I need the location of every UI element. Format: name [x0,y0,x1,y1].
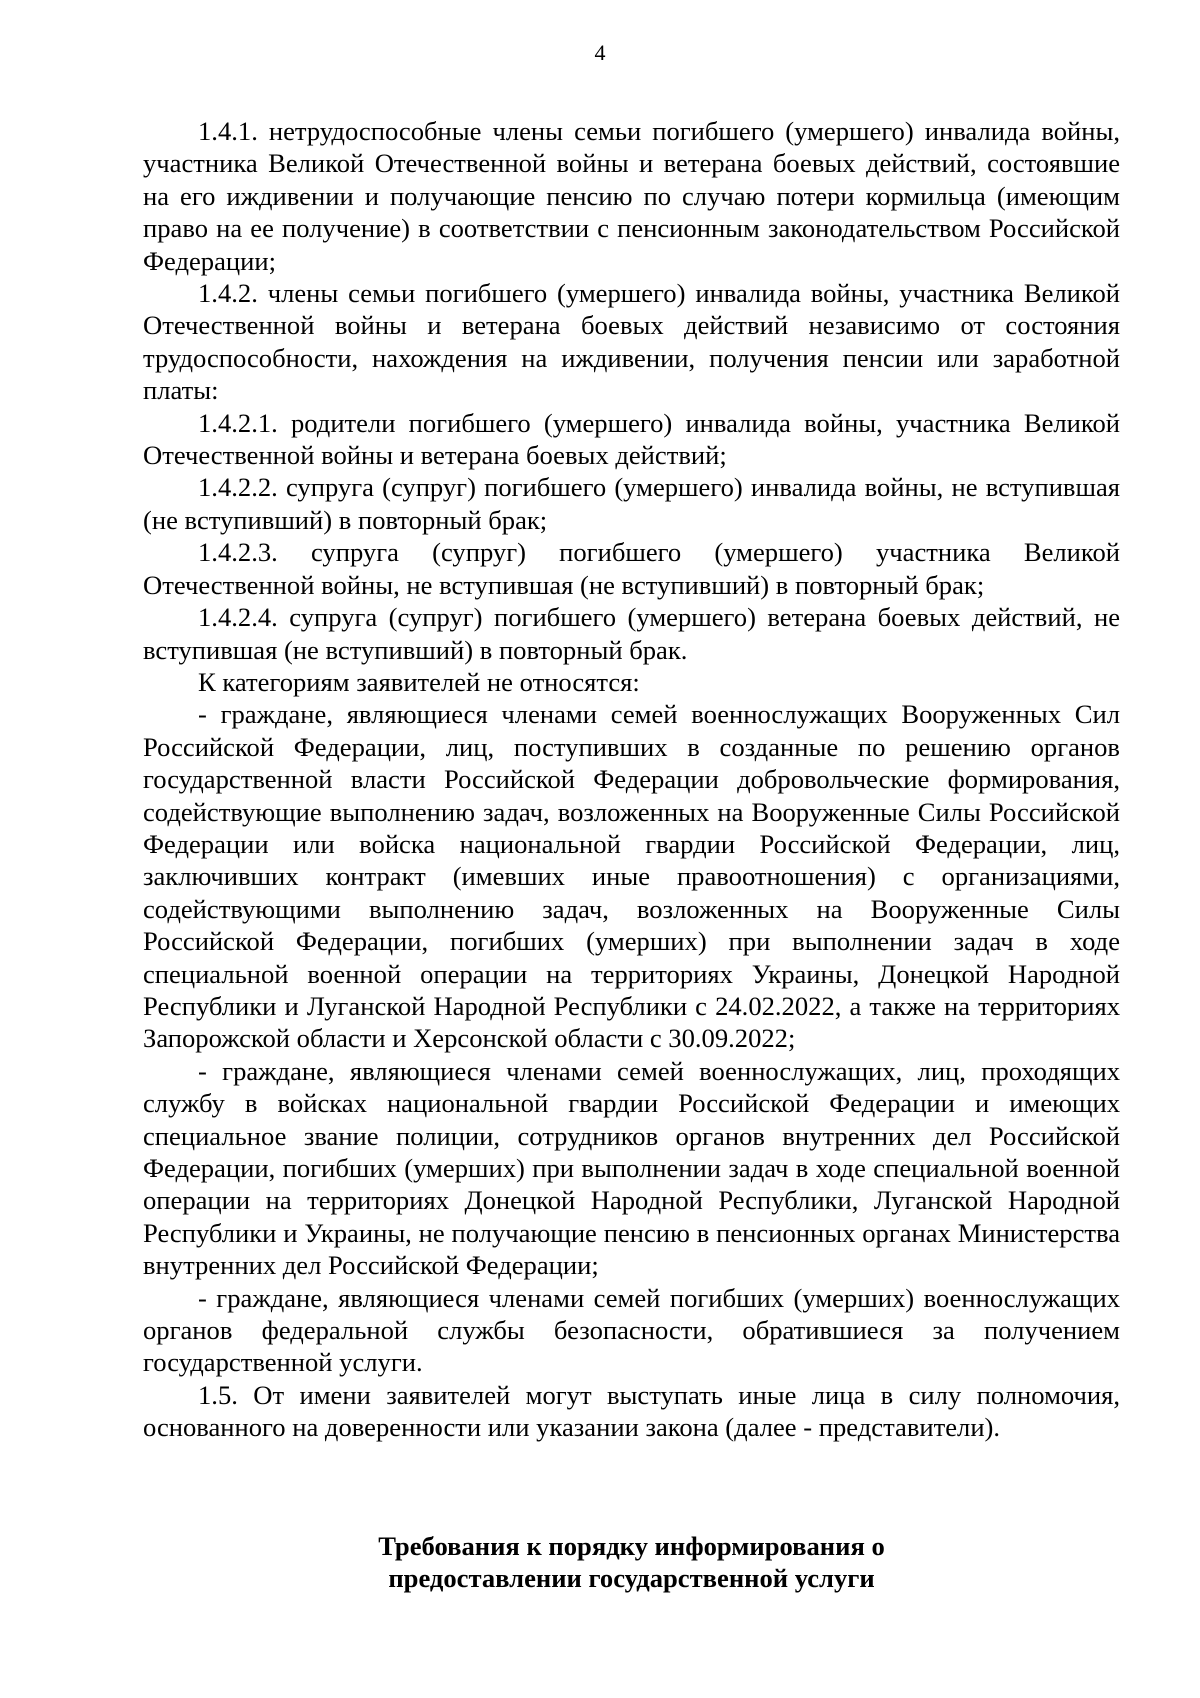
exclusion-item-3: - граждане, являющиеся членами семей погибших (умерших) военнослужащих органов федеральной службы безопасности, обратившиеся за получением государственной услуги. [143,1282,1120,1378]
exclusions-intro: К категориям заявителей не относятся: [198,666,640,697]
clause-1-4-1: 1.4.1. нетрудоспособные члены семьи погибшего (умершего) инвалида войны, участника Великой Отечественной войны и ветерана боевых действий, состоявшие на его иждивении и получающие пенсию по случаю потери кормильца (имеющим право на ее получение) в соответствии с пенсионным законодательством Российской Федерации; [143,116,1120,276]
page-number: 4 [594,40,606,65]
clause-1-4-2-2: 1.4.2.2. супруга (супруг) погибшего (умершего) инвалида войны, не вступившая (не вступивший) в повторный брак; [143,472,1120,535]
clause-1-4-2-4: 1.4.2.4. супруга (супруг) погибшего (умершего) ветерана боевых действий, не вступившая (не вступивший) в повторный брак. [143,602,1120,665]
clause-1-5: 1.5. От имени заявителей могут выступать иные лица в силу полномочия, основанного на доверенности или указании закона (далее - представители). [143,1379,1120,1443]
clause-1-4-2: 1.4.2. члены семьи погибшего (умершего) инвалида войны, участника Великой Отечественной войны и ветерана боевых действий независимо от состояния трудоспособности, нахождения на иждивении, получения пенсии или заработной платы: [143,278,1120,406]
clause-1-4-2-3: 1.4.2.3. супруга (супруг) погибшего (умершего) участника Великой Отечественной войны, не вступившая (не вступивший) в повторный брак; [143,537,1120,600]
exclusion-item-2: - граждане, являющиеся членами семей военнослужащих, лиц, проходящих службу в войсках национальной гвардии Российской Федерации и имеющих специальное звание полиции, сотрудников органов внутренних дел Российской Федерации, погибших (умерших) при выполнении задач в ходе специальной военной операции на территориях Донецкой Народной Республики, Луганской Народной Республики и Украины, не получающие пенсию в пенсионных органах Министерства внутренних дел Российской Федерации; [143,1055,1120,1281]
section-heading-line-1: Требования к порядку информирования о [378,1531,885,1561]
document-body [143,115,1120,1444]
section-heading [143,1530,1120,1595]
section-heading-line-2: предоставлении государственной услуги [388,1563,875,1594]
exclusion-item-1: - граждане, являющиеся членами семей военнослужащих Вооруженных Сил Российской Федерации, лиц, поступивших в созданные по решению органов государственной власти Российской Федерации добровольческие формирования, содействующие выполнению задач, возложенных на Вооруженные Силы Российской Федерации или войска национальной гвардии Российской Федерации, лиц, заключивших контракт (имевших иные правоотношения) с организациями, содействующими выполнению задач, возложенных на Вооруженные Силы Российской Федерации, погибших (умерших) при выполнении задач в ходе специальной военной операции на территориях Украины, Донецкой Народной Республики и Луганской Народной Республики с 24.02.2022, а также на территориях Запорожской области и Херсонской области с 30.09.2022; [143,699,1120,1054]
clause-1-4-2-1: 1.4.2.1. родители погибшего (умершего) инвалида войны, участника Великой Отечественной войны и ветерана боевых действий; [143,407,1120,471]
